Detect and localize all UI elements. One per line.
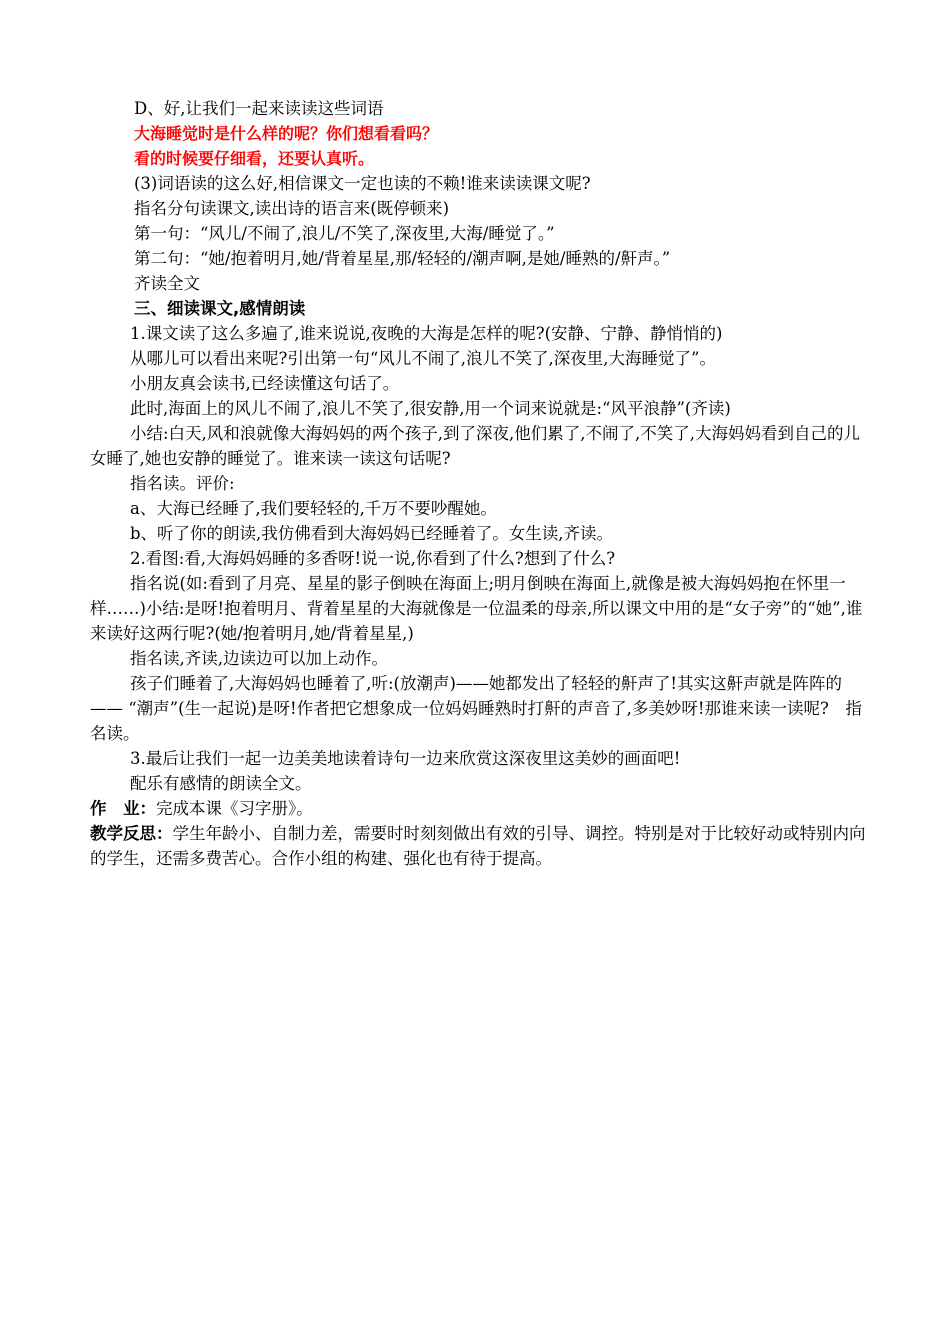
paragraph-11: 指名读,齐读,边读边可以加上动作。	[130, 649, 388, 668]
paragraph-2: 从哪儿可以看出来呢?引出第一句“风儿不闹了,浪儿不笑了,深夜里,大海睡觉了”。	[130, 349, 716, 368]
paragraph-1: 1.课文读了这么多遍了,谁来说说,夜晚的大海是怎样的呢?(安静、宁静、静悄悄的)	[130, 324, 723, 343]
paragraph-5: 小结:白天,风和浪就像大海妈妈的两个孩子,到了深夜,他们累了,不闹了,不笑了,大海妈妈看到自己的儿女睡了,她也安静的睡觉了。谁来读一读这句话呢?	[90, 424, 861, 468]
paragraph-9: 2.看图:看,大海妈妈睡的多香呀!说一说,你看到了什么?想到了什么?	[130, 549, 616, 568]
homework-line	[90, 796, 868, 821]
paragraph-12: 孩子们睡着了,大海妈妈也睡着了,听:(放潮声)——她都发出了轻轻的鼾声了!其实这鼾声就是阵阵的—— “潮声”(生一起说)是呀!作者把它想象成一位妈妈睡熟时打鼾的声音了,多美妙呀!那谁来读一读呢? 指名读。	[90, 674, 862, 743]
read-all-line: 齐读全文	[134, 274, 200, 293]
homework-label: 作 业：	[90, 799, 156, 818]
paragraph-4: 此时,海面上的风儿不闹了,浪儿不笑了,很安静,用一个词来说就是:“风平浪静”(齐读)	[130, 399, 731, 418]
sentence-read-line: 指名分句读课文,读出诗的语言来(既停顿来)	[134, 199, 450, 218]
paragraph-8: b、听了你的朗读,我仿佛看到大海妈妈已经睡着了。女生读,齐读。	[130, 524, 614, 543]
paragraph-7: a、大海已经睡了,我们要轻轻的,千万不要吵醒她。	[130, 499, 497, 518]
homework-text: 完成本课《习字册》。	[156, 799, 313, 818]
paragraph-6: 指名读。评价:	[130, 474, 235, 493]
paragraph-3: 小朋友真会读书,已经读懂这句话了。	[130, 374, 400, 393]
reflection-paragraph	[90, 821, 868, 871]
reflection-label: 教学反思：	[90, 824, 173, 843]
paragraph-13: 3.最后让我们一起一边美美地读着诗句一边来欣赏这深夜里这美妙的画面吧!	[130, 749, 681, 768]
red-instruction-line: 看的时候要仔细看，还要认真听。	[134, 149, 375, 168]
red-question-line: 大海睡觉时是什么样的呢？你们想看看吗？	[134, 124, 439, 143]
paragraph-14: 配乐有感情的朗读全文。	[130, 774, 312, 793]
first-sentence-line: 第一句：“风儿/不闹了,浪儿/不笑了,深夜里,大海/睡觉了。”	[134, 224, 555, 243]
document-page	[90, 96, 868, 871]
reflection-text: 学生年龄小、自制力差，需要时时刻刻做出有效的引导、调控。特别是对于比较好动或特别内向的学生，还需多费苦心。合作小组的构建、强化也有待于提高。	[90, 824, 866, 868]
step-3-line: (3)词语读的这么好,相信课文一定也读的不赖!谁来读读课文呢?	[134, 174, 591, 193]
section-3-heading: 三、细读课文,感情朗读	[134, 299, 306, 318]
vocab-read-line: D、好,让我们一起来读读这些词语	[134, 99, 384, 118]
paragraph-10: 指名说(如:看到了月亮、星星的影子倒映在海面上;明月倒映在海面上,就像是被大海妈妈抱在怀里一样……)小结:是呀!抱着明月、背着星星的大海就像是一位温柔的母亲,所以课文中用的是“女子旁”的“她”,谁来读好这两行呢?(她/抱着明月,她/背着星星,)	[90, 574, 863, 643]
second-sentence-line: 第二句：“她/抱着明月,她/背着星星,那/轻轻的/潮声啊,是她/睡熟的/鼾声。”	[134, 249, 671, 268]
